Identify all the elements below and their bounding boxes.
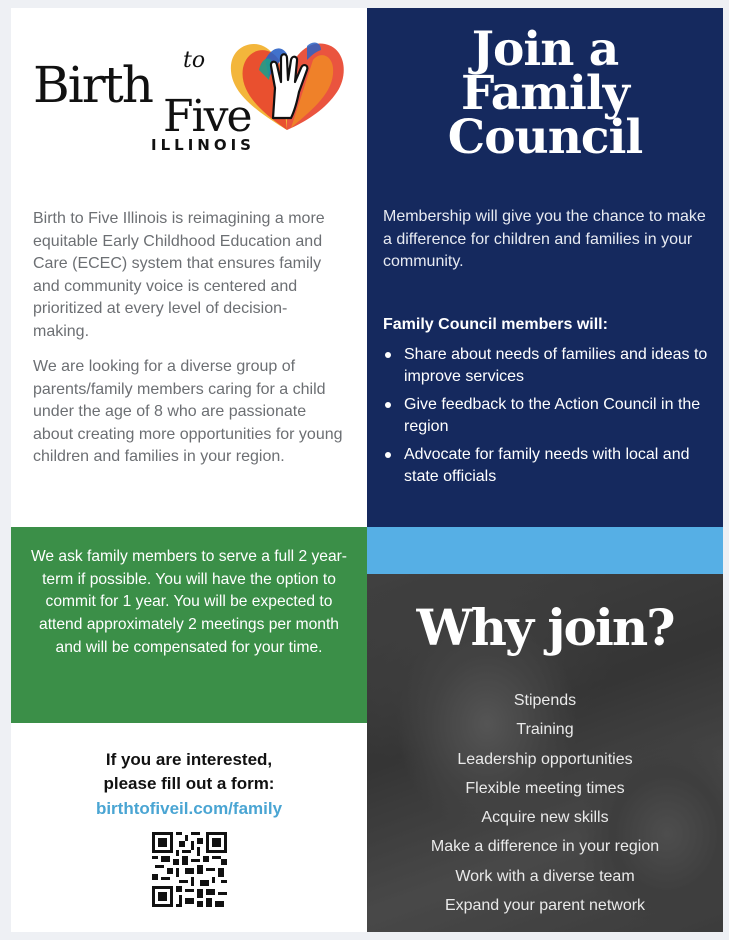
list-item: Leadership opportunities: [457, 750, 633, 768]
join-title-line-2: Family: [460, 66, 629, 121]
list-item: [383, 444, 713, 488]
intro-paragraph-2: We are looking for a diverse group of parents/family members caring for a child under the age of 8 who are passionate about creating more opportunities for young children and families in your region.: [33, 358, 343, 465]
bullet-icon: [385, 452, 391, 458]
why-join-title: Why join?: [416, 598, 674, 657]
logo-word-to: to: [183, 48, 206, 73]
join-title-line-3: Council: [447, 110, 643, 165]
membership-text: Membership will give you the chance to make a difference for children and families in your community.: [383, 208, 706, 270]
members-item-text: Share about needs of families and ideas to improve services: [404, 346, 708, 385]
bullet-icon: [385, 352, 391, 358]
intro-text: [33, 208, 343, 482]
call-to-action: [11, 748, 367, 822]
signup-form-link[interactable]: birthtofiveil.com/family: [95, 799, 283, 818]
list-item: Acquire new skills: [481, 809, 609, 827]
list-item: Work with a diverse team: [455, 867, 635, 885]
members-item-text: Give feedback to the Action Council in the region: [404, 396, 701, 435]
commitment-box: [11, 527, 367, 723]
bullet-icon: [385, 402, 391, 408]
qr-code-icon[interactable]: [152, 832, 227, 907]
members-heading: Family Council members will:: [383, 316, 608, 333]
accent-strip: [367, 527, 723, 574]
logo-word-birth: Birth: [33, 56, 152, 114]
list-item: Flexible meeting times: [465, 779, 625, 797]
cta-line-2: please fill out a form:: [103, 774, 275, 793]
list-item: Make a difference in your region: [430, 838, 660, 856]
why-join-panel: [367, 574, 723, 932]
cta-line-1: If you are interested,: [105, 750, 273, 769]
join-council-panel: [367, 8, 723, 527]
list-item: [383, 394, 713, 438]
join-title-line-1: Join a: [471, 22, 619, 77]
logo-word-illinois: ILLINOIS: [151, 136, 255, 154]
flyer-page: [11, 8, 723, 932]
members-list: [383, 344, 713, 494]
commitment-text: We ask family members to serve a full 2 year-term if possible. You will have the option to commit for 1 year. You will be expected to attend approximately 2 meetings per month and will be compensated for your time.: [30, 548, 348, 656]
benefits-list: [367, 686, 723, 920]
list-item: [383, 344, 713, 388]
join-council-title: [367, 22, 723, 165]
birth-to-five-logo: [33, 36, 353, 156]
list-item: Expand your parent network: [444, 897, 646, 915]
list-item: Training: [516, 721, 574, 739]
list-item: Stipends: [513, 692, 577, 709]
members-item-text: Advocate for family needs with local and state officials: [404, 446, 690, 485]
logo-word-five: Five: [163, 91, 251, 142]
intro-paragraph-1: Birth to Five Illinois is reimagining a more equitable Early Childhood Education and Care (ECEC) system that ensures family and community voice is centered and prioritized at every level of decision-making.: [33, 210, 325, 340]
